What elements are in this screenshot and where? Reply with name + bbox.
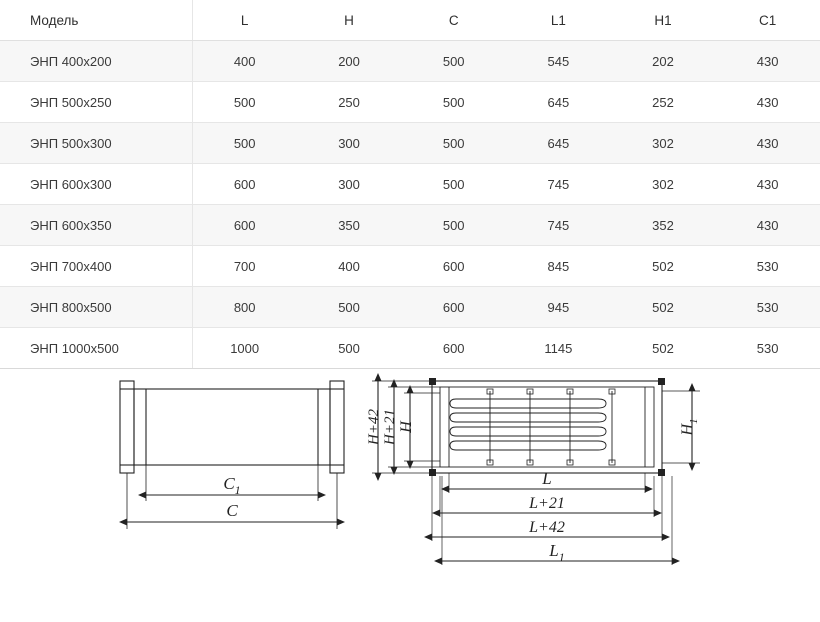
- cell-c: 500: [401, 164, 506, 205]
- cell-l: 500: [192, 82, 297, 123]
- cell-model: ЭНП 500х300: [0, 123, 192, 164]
- cell-h1: 202: [611, 41, 716, 82]
- cell-l: 600: [192, 164, 297, 205]
- cell-c1: 430: [715, 41, 820, 82]
- cell-h: 400: [297, 246, 402, 287]
- column-header-c1: C1: [715, 0, 820, 41]
- column-header-h: H: [297, 0, 402, 41]
- column-header-l1: L1: [506, 0, 611, 41]
- cell-l: 1000: [192, 328, 297, 369]
- cell-h1: 352: [611, 205, 716, 246]
- cell-l1: 845: [506, 246, 611, 287]
- cell-h: 200: [297, 41, 402, 82]
- cell-h: 300: [297, 123, 402, 164]
- table-row: [0, 287, 820, 328]
- table-row: [0, 123, 820, 164]
- cell-l: 600: [192, 205, 297, 246]
- cell-c1: 530: [715, 246, 820, 287]
- cell-l: 500: [192, 123, 297, 164]
- cell-c1: 430: [715, 164, 820, 205]
- dim-l-plus-42-label: L+42: [529, 519, 565, 536]
- dim-c-label: C: [226, 501, 238, 520]
- drawings-svg: [0, 369, 820, 619]
- dim-l-plus-21-label: L+21: [529, 495, 565, 512]
- cell-h1: 502: [611, 246, 716, 287]
- cell-model: ЭНП 1000х500: [0, 328, 192, 369]
- cell-l: 400: [192, 41, 297, 82]
- column-header-h1: H1: [611, 0, 716, 41]
- cell-model: ЭНП 700х400: [0, 246, 192, 287]
- cell-model: ЭНП 800х500: [0, 287, 192, 328]
- cell-l: 700: [192, 246, 297, 287]
- cell-h: 500: [297, 287, 402, 328]
- cell-h1: 302: [611, 164, 716, 205]
- table-header: [0, 0, 820, 41]
- dim-h-plus-42-label: H+42: [366, 409, 382, 445]
- cell-h1: 302: [611, 123, 716, 164]
- cell-h1: 502: [611, 328, 716, 369]
- dim-c1-label: $C_1$: [223, 474, 241, 497]
- table-row: [0, 164, 820, 205]
- cell-h: 350: [297, 205, 402, 246]
- cell-c: 600: [401, 328, 506, 369]
- cell-c1: 430: [715, 82, 820, 123]
- cell-h: 250: [297, 82, 402, 123]
- table-row: [0, 82, 820, 123]
- cell-c: 600: [401, 246, 506, 287]
- cell-h1: 502: [611, 287, 716, 328]
- cell-h: 500: [297, 328, 402, 369]
- dim-l-label: L: [542, 469, 552, 488]
- cell-model: ЭНП 500х250: [0, 82, 192, 123]
- dim-h1-label: $H_1$: [679, 418, 700, 436]
- technical-drawings: [0, 369, 820, 619]
- dim-h-label: H: [398, 421, 415, 433]
- cell-h: 300: [297, 164, 402, 205]
- cell-l: 800: [192, 287, 297, 328]
- cell-c1: 530: [715, 328, 820, 369]
- cell-model: ЭНП 400х200: [0, 41, 192, 82]
- cell-l1: 945: [506, 287, 611, 328]
- dim-l1-label: $L_1$: [549, 541, 565, 564]
- table-body: [0, 41, 820, 369]
- cell-c1: 530: [715, 287, 820, 328]
- cell-c: 600: [401, 287, 506, 328]
- column-header-model: Модель: [0, 0, 192, 41]
- table-row: [0, 328, 820, 369]
- column-header-l: L: [192, 0, 297, 41]
- cell-l1: 745: [506, 205, 611, 246]
- cell-l1: 645: [506, 123, 611, 164]
- cell-h1: 252: [611, 82, 716, 123]
- dim-h-plus-21-label: H+21: [382, 409, 398, 445]
- cell-c1: 430: [715, 123, 820, 164]
- cell-l1: 645: [506, 82, 611, 123]
- cell-l1: 545: [506, 41, 611, 82]
- column-header-c: C: [401, 0, 506, 41]
- table-row: [0, 205, 820, 246]
- cell-c: 500: [401, 41, 506, 82]
- cell-c1: 430: [715, 205, 820, 246]
- table-header-row: [0, 0, 820, 41]
- cell-l1: 745: [506, 164, 611, 205]
- cell-model: ЭНП 600х300: [0, 164, 192, 205]
- cell-model: ЭНП 600х350: [0, 205, 192, 246]
- front-view-drawing: [372, 378, 700, 565]
- cell-c: 500: [401, 82, 506, 123]
- table-row: [0, 41, 820, 82]
- cell-c: 500: [401, 123, 506, 164]
- cell-c: 500: [401, 205, 506, 246]
- table-row: [0, 246, 820, 287]
- cell-l1: 1145: [506, 328, 611, 369]
